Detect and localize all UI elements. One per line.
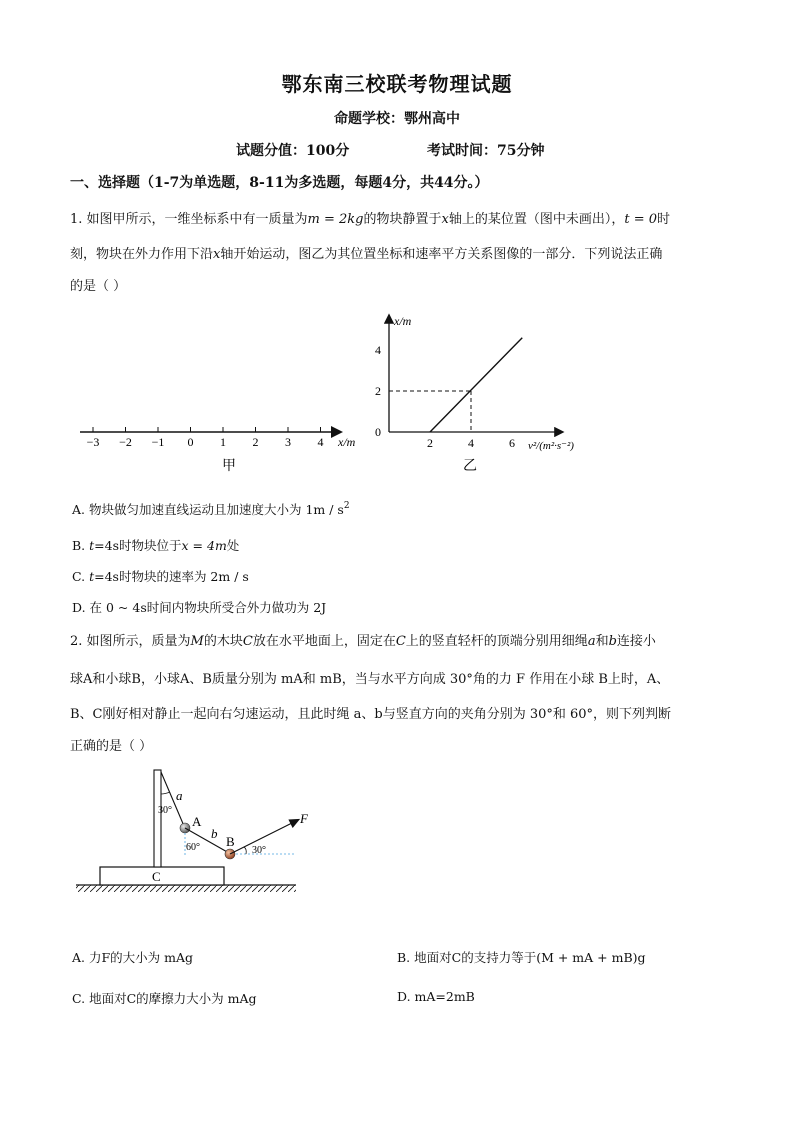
yi-caption: 乙	[463, 459, 477, 474]
q1-line3: 的是（ ）	[70, 279, 127, 294]
q1-option-c[interactable]: C. t=4s时物块的速率为 2m / s	[72, 569, 249, 584]
vertical-rod	[154, 770, 161, 867]
block-c-label: C	[152, 869, 161, 884]
q1-line2: 刻，物块在外力作用下沿x轴开始运动，图乙为其位置坐标和速率平方关系图像的一部分．下列说法正确	[70, 247, 663, 262]
yi-y-tick-label: 4	[375, 343, 381, 357]
q2-line3: B、C刚好相对静止一起向右匀速运动，且此时绳 a、b与竖直方向的夹角分别为 30°和 60°，则下列判断	[70, 707, 672, 722]
force-f-label: F	[300, 811, 308, 826]
yi-y-tick-label: 2	[375, 384, 381, 398]
q2-option-a[interactable]: A. 力F的大小为 mAg	[72, 950, 194, 965]
q2-option-c[interactable]: C. 地面对C的摩擦力大小为 mAg	[72, 991, 257, 1006]
figure-1	[0, 0, 794, 490]
angle-arc-f	[244, 847, 246, 854]
ball-b-label: B	[226, 834, 235, 849]
angle-60: 60°	[186, 842, 200, 853]
yi-y-tick-label: 0	[375, 425, 381, 439]
q2-option-b[interactable]: B. 地面对C的支持力等于(M + mA + mB)g	[397, 950, 646, 965]
jia-tick-label: 3	[285, 435, 291, 449]
q1-option-a[interactable]: A. 物块做匀加速直线运动且加速度大小为 $1m / s^2$	[72, 501, 350, 517]
q1-option-d[interactable]: D. 在 0 ~ 4s时间内物块所受合外力做功为 2J	[72, 600, 327, 615]
ground-hatch	[76, 885, 296, 892]
figure-2	[0, 760, 794, 900]
jia-tick-label: 4	[317, 435, 324, 449]
jia-tick-label: −1	[151, 435, 165, 449]
yi-x-label: v²/(m²·s⁻²)	[528, 440, 574, 452]
q2-line1: 2. 如图所示，质量为M的木块C放在水平地面上，固定在C上的竖直轻杆的顶端分别用细绳a和b连接小	[70, 634, 656, 649]
jia-tick-label: 0	[187, 435, 194, 449]
yi-y-label: x/m	[394, 314, 412, 328]
section-heading: 一、选择题（1-7为单选题，8-11为多选题，每题4分，共44分。）	[70, 175, 489, 191]
ball-a-label: A	[192, 814, 202, 829]
jia-ticks	[87, 427, 324, 449]
angle-arc-a	[161, 792, 170, 794]
jia-tick-label: 1	[220, 435, 226, 449]
angle-30-f: 30°	[252, 845, 266, 856]
q2-line2: 球A和小球B，小球A、B质量分别为 mA和 mB，当与水平方向成 30°角的力 F 作用在小球 B上时，A、	[70, 672, 670, 687]
yi-series-line	[430, 338, 522, 432]
jia-axis-label: x/m	[338, 435, 356, 449]
exam-time: 考试时间：75分钟	[427, 143, 545, 159]
block-c	[100, 867, 224, 885]
string-b-label: b	[211, 826, 218, 841]
q1-line1: 1. 如图甲所示，一维坐标系中有一质量为m = 2kg的物块静置于x轴上的某位置（图中未画出），t = 0时	[70, 212, 671, 227]
string-a-label: a	[176, 788, 183, 803]
yi-ticks	[375, 343, 515, 450]
yi-x-tick-label: 4	[468, 436, 474, 450]
jia-caption: 甲	[222, 459, 236, 474]
yi-x-tick-label: 2	[427, 436, 433, 450]
angle-30-a: 30°	[158, 805, 172, 816]
jia-tick-label: −3	[86, 435, 100, 449]
score-value: 试题分值：100分	[236, 143, 350, 159]
jia-tick-label: 2	[252, 435, 259, 449]
jia-tick-label: −2	[119, 435, 132, 449]
q2-option-d[interactable]: D. mA=2mB	[397, 989, 475, 1004]
school-line: 命题学校：鄂州高中	[334, 111, 460, 127]
q2-line4: 正确的是（ ）	[70, 739, 153, 754]
q1-option-b[interactable]: B. t=4s时物块位于x = 4m处	[72, 538, 240, 553]
yi-x-tick-label: 6	[509, 436, 515, 450]
page-title: 鄂东南三校联考物理试题	[281, 72, 513, 96]
